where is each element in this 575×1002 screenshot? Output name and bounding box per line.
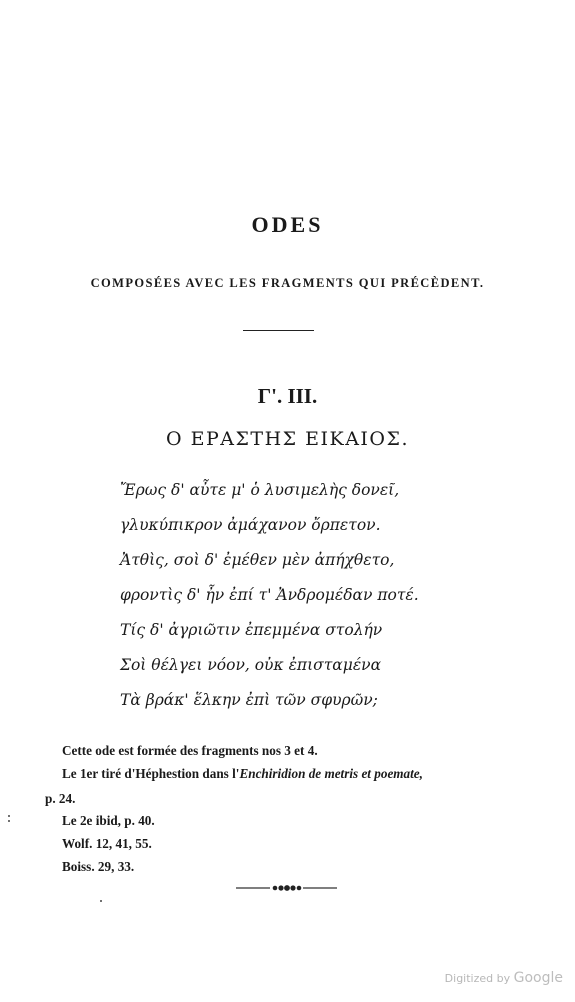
page-title: ODES [251, 212, 324, 237]
poem-line-1: Ἔρως δ' αὖτε μ' ὁ λυσιμελὴς δονεῖ, [120, 481, 400, 499]
note-line-4: Le 2e ibid, p. 40. [62, 813, 155, 828]
note-line-1: Cette ode est formée des fragments nos 3 et 4. [62, 743, 318, 758]
poem-title: Ο ΕΡΑΣΤΗΣ ΕΙΚΑΙΟΣ. [166, 428, 409, 450]
watermark-prefix: Digitized by [444, 972, 511, 985]
note-line-5: Wolf. 12, 41, 55. [62, 836, 152, 851]
page-subtitle: COMPOSÉES AVEC LES FRAGMENTS QUI PRÉCÈDENT. [90, 276, 485, 290]
poem-line-6: Σοὶ θέλγει νόον, οὐκ ἐπισταμένα [120, 656, 382, 674]
poem-line-3: Ἀτθὶς, σοὶ δ' ἐμέθεν μὲν ἀπήχθετο, [120, 551, 395, 569]
poem-line-4: φροντὶς δ' ἦν ἐπί τ' Ἀνδρομέδαν ποτέ. [120, 586, 419, 604]
google-logo: Google [513, 970, 563, 986]
note-line-2-work-title: Enchiridion de metris et poemate, [239, 766, 423, 781]
poem-line-7: Τὰ βράκ' ἕλκην ἐπὶ τῶν σφυρῶν; [120, 691, 378, 709]
page-speck [8, 820, 10, 822]
note-line-3: p. 24. [45, 791, 76, 806]
poem-line-5: Τίς δ' ἀγριῶτιν ἐπεμμένα στολήν [120, 621, 383, 639]
section-number: Γ'. III. [257, 384, 318, 408]
poem-line-2: γλυκύπικρον ἀμάχανον ὄρπετον. [120, 516, 381, 534]
note-line-2-text: Le 1er tiré d'Héphestion dans l' [62, 766, 240, 781]
page-speck [8, 815, 10, 817]
note-line-6: Boiss. 29, 33. [62, 859, 135, 874]
ornament-tailpiece-icon [0, 884, 575, 892]
divider-rule [243, 330, 314, 331]
page-speck [100, 900, 102, 902]
note-line-2 [62, 766, 423, 782]
digitized-watermark [445, 970, 563, 986]
